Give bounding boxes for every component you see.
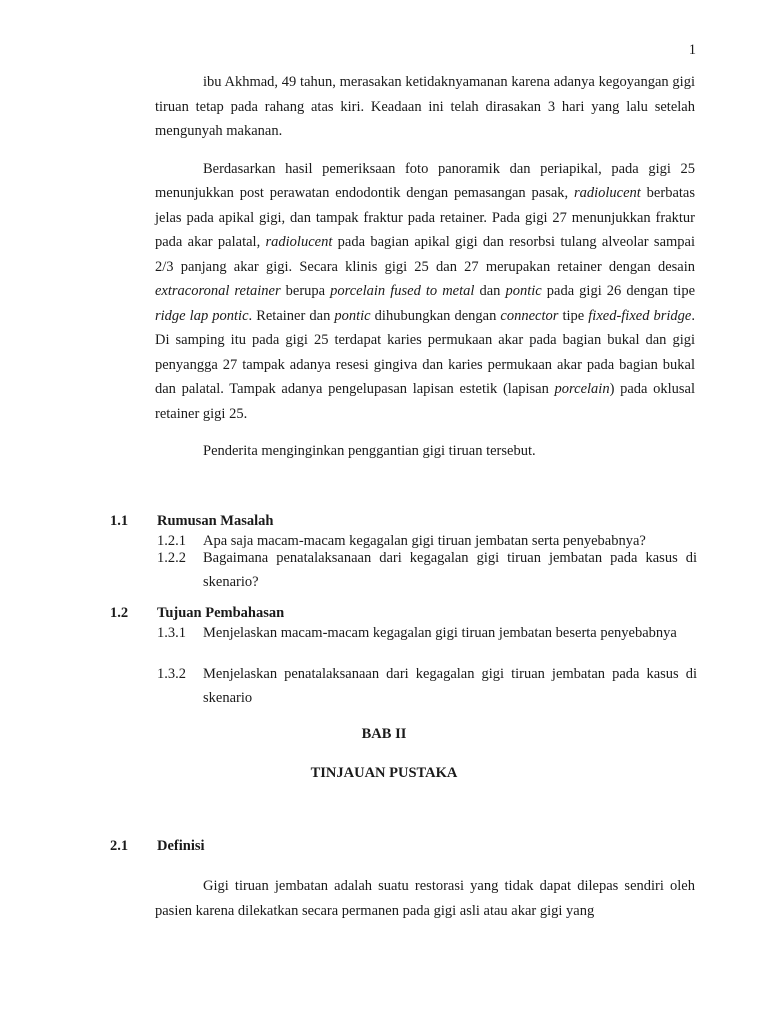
italic-term: porcelain fused to metal xyxy=(330,283,475,299)
subsection-number: 1.2.1 xyxy=(157,533,186,549)
subsection-text: Apa saja macam-macam kegagalan gigi tiruan jembatan serta penyebabnya? xyxy=(203,533,646,549)
text-run: Penderita menginginkan penggantian gigi tiruan tersebut. xyxy=(203,443,536,459)
text-run: pada gigi 26 dengan tipe xyxy=(541,283,696,299)
italic-term: radiolucent xyxy=(573,185,641,201)
chapter-label: BAB II xyxy=(361,726,407,742)
italic-term: pontic xyxy=(334,307,371,324)
intro-paragraph-2 xyxy=(155,157,695,427)
text-run: tipe xyxy=(558,307,589,324)
text-run: dan xyxy=(474,283,506,299)
subsection-number: 1.3.2 xyxy=(157,666,186,682)
section-title: Tujuan Pembahasan xyxy=(157,605,285,621)
italic-term: pontic xyxy=(505,283,542,299)
section-title: Definisi xyxy=(157,838,205,854)
definition-text xyxy=(155,874,695,923)
subsection-text: Menjelaskan macam-macam kegagalan gigi tiruan jembatan beserta penyebabnya xyxy=(203,625,677,641)
section-number: 1.1 xyxy=(110,513,129,529)
text-run: dihubungkan dengan xyxy=(370,307,501,324)
text-run: ibu Akhmad, 49 tahun, merasakan ketidaknyamanan karena adanya kegoyangan gigi tiruan tetap pada rahang atas kiri. Keadaan ini telah dirasakan 3 hari yang lalu setelah mengunyah makanan. xyxy=(155,74,695,139)
text-run: . Retainer dan xyxy=(248,307,335,324)
italic-term: porcelain xyxy=(554,381,610,397)
italic-term: extracoronal retainer xyxy=(155,283,281,299)
italic-term: connector xyxy=(500,307,559,324)
italic-term: radiolucent xyxy=(265,234,333,250)
subsection-text: Menjelaskan penatalaksanaan dari kegagalan gigi tiruan jembatan pada kasus di skenario xyxy=(203,666,697,706)
definition-paragraph: Gigi tiruan jembatan adalah suatu restorasi yang tidak dapat dilepas sendiri oleh pasien karena dilekatkan secara permanen pada gigi asli atau akar gigi yang xyxy=(155,878,695,919)
text-run: . Di samping itu pada gigi 25 terdapat karies permukaan akar pada bagian bukal dan gigi penyangga 27 tampak adanya resesi gingiva dan karies permukaan akar pada bagian bukal dan palatal. Tampak adanya pengelupasan lapisan estetik (lapisan xyxy=(155,307,695,397)
subsection-number: 1.3.1 xyxy=(157,625,186,641)
text-run: berbatas jelas pada apikal gigi, dan tampak fraktur pada retainer. Pada gigi 27 menunjukkan fraktur pada akar palatal, xyxy=(155,185,695,250)
intro-paragraph-3 xyxy=(155,439,695,464)
section-number: 2.1 xyxy=(110,838,129,854)
intro-text xyxy=(155,70,695,464)
text-run: Berdasarkan hasil pemeriksaan foto panoramik dan periapikal, pada gigi 25 menunjukkan post perawatan endodontik dengan pemasangan pasak, xyxy=(155,160,695,201)
subsection-text: Bagaimana penatalaksanaan dari kegagalan gigi tiruan jembatan pada kasus di skenario? xyxy=(203,550,697,590)
intro-paragraph-1 xyxy=(155,70,695,144)
text-run: berupa xyxy=(280,283,331,299)
subsection-number: 1.2.2 xyxy=(157,550,186,566)
italic-term: ridge lap pontic xyxy=(155,307,249,324)
text-run: pada bagian apikal gigi dan resorbsi tulang alveolar sampai 2/3 panjang akar gigi. Secara klinis gigi 25 dan 27 merupakan retainer dengan desain xyxy=(155,234,695,275)
chapter-title: TINJAUAN PUSTAKA xyxy=(310,765,458,781)
italic-term: fixed-fixed bridge xyxy=(588,307,692,324)
section-title: Rumusan Masalah xyxy=(157,513,274,529)
section-number: 1.2 xyxy=(110,605,129,621)
page-number: 1 xyxy=(688,42,696,58)
text-run: ) pada oklusal retainer gigi 25. xyxy=(155,381,695,422)
